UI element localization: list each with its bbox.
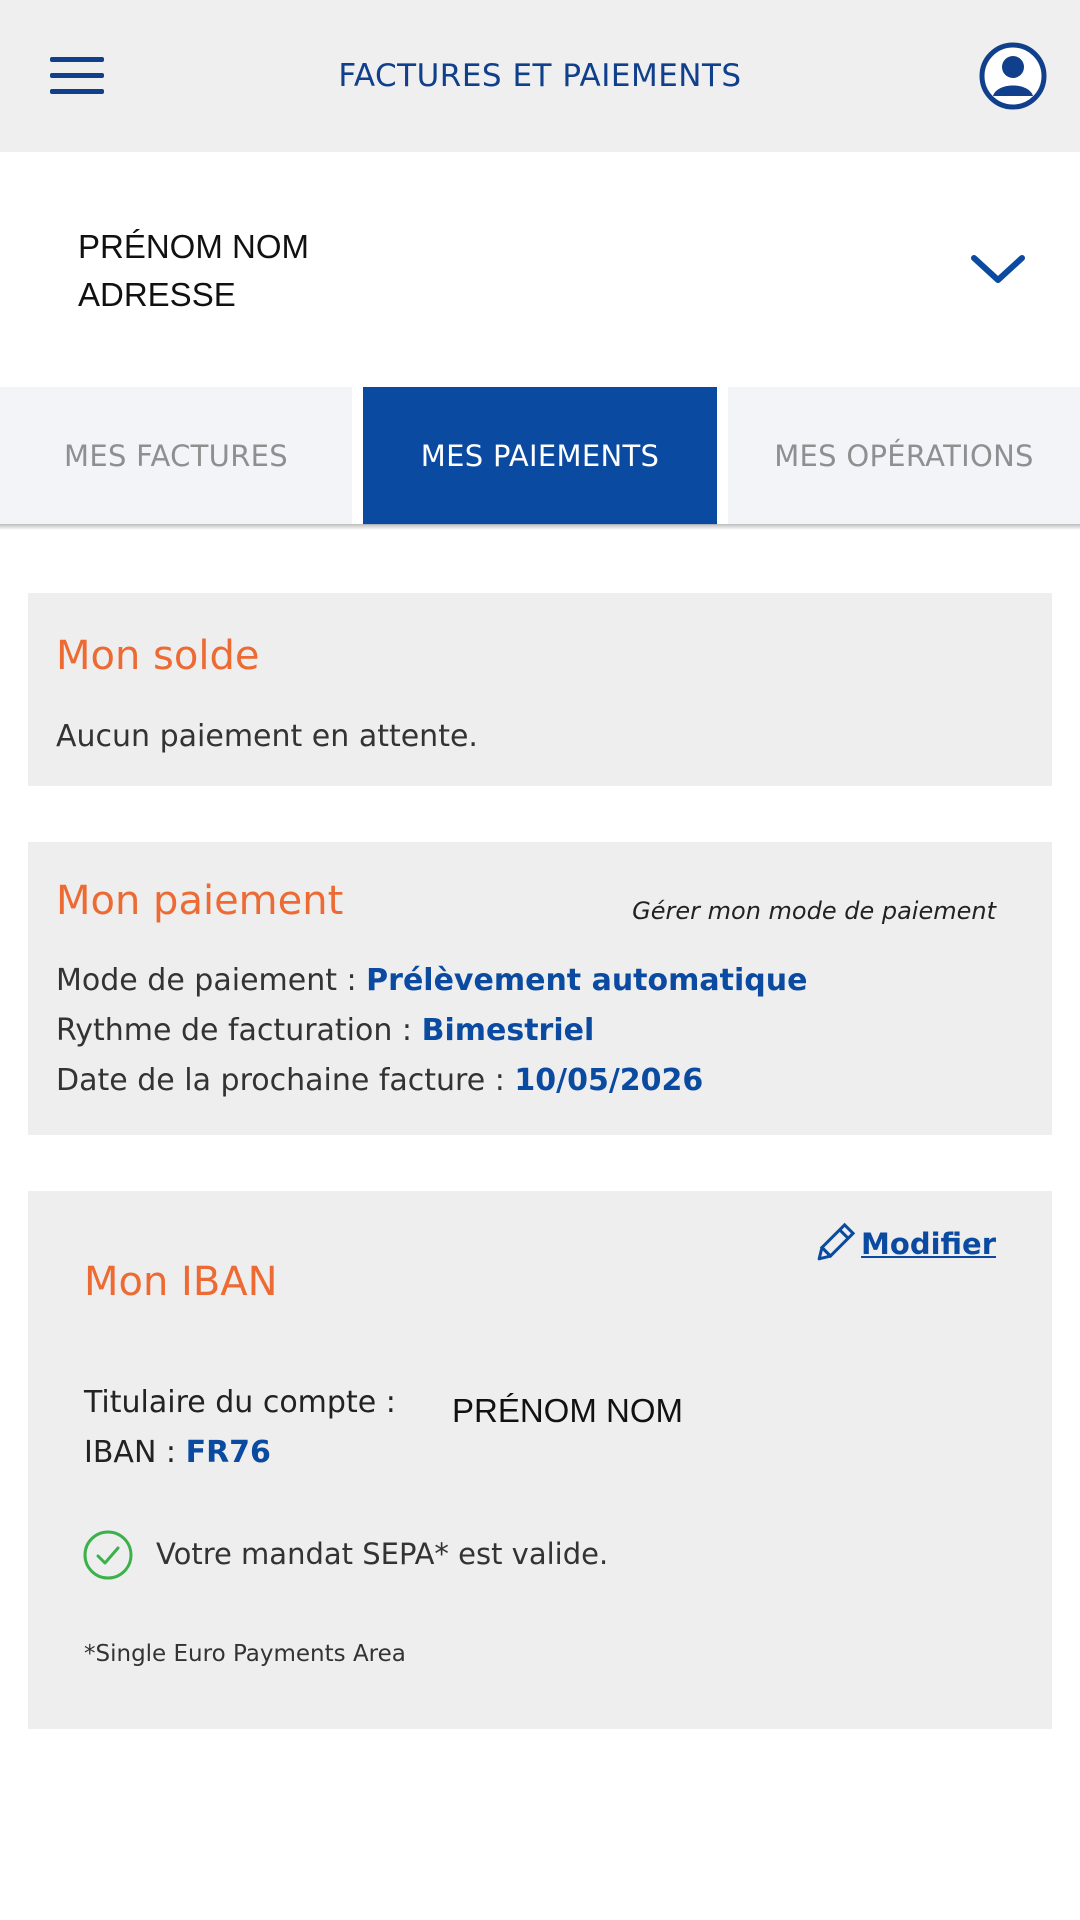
iban-value: FR76 [185,1435,271,1470]
payment-card [28,842,1052,1135]
check-circle-icon [82,1529,134,1581]
iban-title: Mon IBAN [84,1259,278,1305]
next-invoice-date-line [56,1063,703,1098]
tab-mes-factures[interactable]: MES FACTURES [64,439,288,473]
tab-mes-paiements[interactable]: MES PAIEMENTS [363,387,717,525]
iban-label: IBAN : [84,1435,186,1470]
edit-iban-label[interactable]: Modifier [861,1227,996,1261]
iban-line [84,1435,271,1470]
tab-divider [717,387,728,525]
tab-mes-operations[interactable]: MES OPÉRATIONS [774,439,1034,473]
billing-frequency-value: Bimestriel [421,1013,595,1048]
page-title: FACTURES ET PAIEMENTS [338,58,742,94]
edit-iban-button[interactable] [811,1221,996,1267]
tab-divider [352,387,363,525]
billing-frequency-label: Rythme de facturation : [56,1013,422,1048]
payment-mode-value: Prélèvement automatique [366,963,808,998]
next-invoice-date-label: Date de la prochaine facture : [56,1063,515,1098]
account-holder-name: PRÉNOM NOM [78,228,309,265]
chevron-down-icon[interactable] [970,252,1026,286]
pencil-icon [811,1221,857,1267]
balance-status-text: Aucun paiement en attente. [56,719,478,754]
payment-mode-label: Mode de paiement : [56,963,367,998]
tab-bar [0,387,1080,525]
iban-card [28,1191,1052,1729]
sepa-mandate-status: Votre mandat SEPA* est valide. [156,1537,609,1571]
manage-payment-method-link[interactable]: Gérer mon mode de paiement [632,897,996,925]
account-holder-label: Titulaire du compte : [84,1385,396,1420]
app-header [0,0,1080,152]
next-invoice-date-value: 10/05/2026 [514,1063,704,1098]
account-address: ADRESSE [78,276,236,313]
account-holder-value: PRÉNOM NOM [452,1392,683,1429]
tab-bar-shadow [0,524,1080,530]
billing-frequency-line [56,1013,594,1048]
account-selector[interactable] [0,152,1080,388]
balance-title: Mon solde [56,633,260,679]
payment-mode-line [56,963,807,998]
payment-title: Mon paiement [56,878,344,924]
user-account-icon[interactable] [979,42,1047,110]
balance-card [28,593,1052,786]
sepa-footnote: *Single Euro Payments Area [84,1641,406,1667]
